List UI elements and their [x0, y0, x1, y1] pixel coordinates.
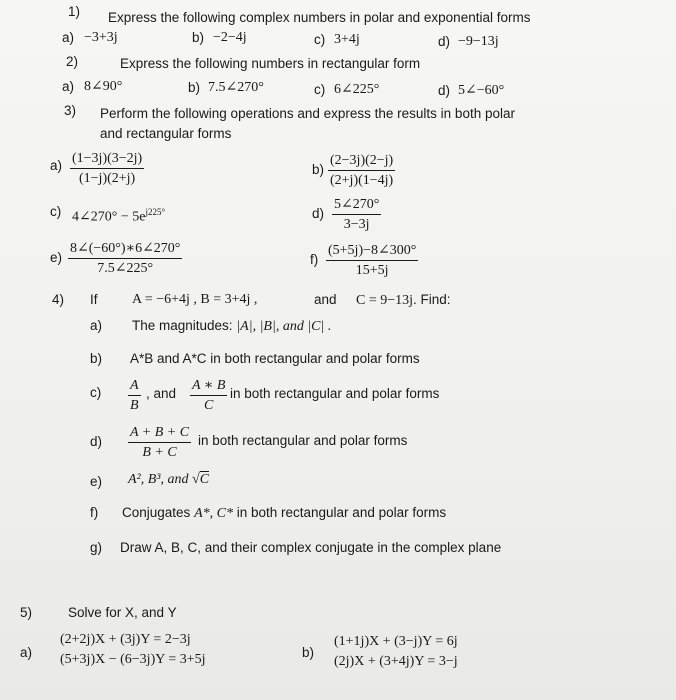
q2-item-a-label: a): [62, 79, 75, 94]
q2-item-c-label: c): [314, 82, 326, 97]
q3-f-label: f): [310, 252, 319, 267]
q4-given-c-line: [356, 292, 451, 309]
q3-e-label: e): [50, 250, 63, 265]
q2-number: 2): [66, 54, 79, 69]
q4-if-word: If: [90, 292, 98, 307]
q3-instruction-line1: Perform the following operations and express the results in both polar: [100, 106, 515, 121]
q2-item-d-label: d): [438, 83, 451, 98]
q3-c-expression: [72, 204, 165, 226]
q4-b-label: b): [90, 351, 103, 366]
q4-b-text: A*B and A*C in both rectangular and polar forms: [130, 351, 420, 366]
q4-c-fraction-1: [128, 377, 141, 414]
q4-given-c: C = 9−13j: [356, 293, 414, 308]
q4-c-suffix: in both rectangular and polar forms: [230, 386, 440, 401]
q4-f-text: Conjugates: [122, 505, 191, 520]
q4-e-math-pre: A², B³, and: [128, 472, 189, 487]
q1-item-c-expr: 3+4j: [334, 32, 360, 47]
q1-item-b-label: b): [192, 30, 205, 45]
q4-d-fraction: [128, 424, 191, 461]
q2-item-a-expr: 8∠90°: [84, 79, 123, 94]
q3-e-numerator: 8∠(−60°)∗6∠270°: [68, 240, 182, 259]
q4-f-suffix: in both rectangular and polar forms: [236, 505, 447, 520]
q3-c-exponent: j225°: [145, 207, 166, 217]
q2-item-c-expr: 6∠225°: [334, 82, 380, 97]
q1-item-b-expr: −2−4j: [213, 30, 247, 45]
q3-c-label: c): [50, 204, 62, 219]
q3-c-expr: 4∠270° − 5e: [72, 209, 146, 225]
q3-d-fraction: [332, 196, 381, 233]
q5-b-eq2: (2j)X + (3+4j)Y = 3−j: [334, 654, 458, 669]
q4-d-suffix: in both rectangular and polar forms: [198, 433, 408, 448]
q5-instruction: Solve for X, and Y: [68, 605, 177, 620]
q4-f-label: f): [90, 505, 99, 520]
q4-d-denominator: B + C: [142, 445, 177, 460]
q1-item-a-expr: −3+3j: [84, 30, 118, 45]
q4-c-frac1-num: A: [128, 377, 141, 396]
q4-e-label: e): [90, 474, 103, 489]
q3-instruction-line2: and rectangular forms: [100, 126, 232, 141]
q4-c-frac2-den: C: [204, 398, 214, 413]
q3-number: 3): [64, 103, 77, 118]
q5-a-eq1: (2+2j)X + (3j)Y = 2−3j: [60, 632, 191, 647]
q5-b-label: b): [302, 645, 315, 660]
q3-d-denominator: 3−3j: [343, 217, 370, 232]
q5-number: 5): [20, 605, 33, 620]
q3-a-label: a): [50, 158, 63, 173]
q3-f-denominator: 15+5j: [355, 263, 389, 278]
q5-b-equations: [334, 632, 458, 672]
q4-a-line: [132, 318, 331, 335]
q3-b-denominator: (2+j)(1−4j): [330, 173, 394, 188]
q3-a-fraction: [70, 150, 144, 187]
q3-f-numerator: (5+5j)−8∠300°: [326, 242, 418, 261]
q4-f-math: A*, C*: [194, 506, 233, 521]
q4-and-word: and: [314, 292, 337, 307]
q4-c-frac2-num: A ∗ B: [190, 377, 227, 396]
q2-item-b-expr: 7.5∠270°: [208, 80, 264, 95]
q4-e-sqrt-arg: C: [199, 472, 210, 487]
q4-g-label: g): [90, 540, 103, 555]
q4-given-ab: A = −6+4j , B = 3+4j ,: [132, 292, 258, 307]
q4-d-numerator: A + B + C: [128, 424, 191, 443]
q1-item-c-label: c): [314, 32, 326, 47]
q3-e-denominator: 7.5∠225°: [97, 261, 154, 276]
q2-item-b-label: b): [188, 80, 201, 95]
q4-c-label: c): [90, 385, 102, 400]
q4-find: . Find:: [413, 292, 451, 307]
q1-item-d-label: d): [438, 34, 451, 49]
sqrt-icon: √: [192, 472, 200, 487]
q4-number: 4): [52, 292, 65, 307]
q1-number: 1): [68, 4, 81, 19]
q5-a-label: a): [20, 645, 33, 660]
q3-b-label: b): [312, 162, 325, 177]
q5-a-eq2: (5+3j)X − (6−3j)Y = 3+5j: [60, 652, 206, 667]
q3-a-numerator: (1−3j)(3−2j): [70, 150, 144, 169]
q5-b-eq1: (1+1j)X + (3−j)Y = 6j: [334, 634, 458, 649]
q1-item-d-expr: −9−13j: [458, 34, 499, 49]
q5-a-equations: [60, 630, 206, 670]
q4-a-text: The magnitudes:: [132, 318, 233, 333]
q4-d-label: d): [90, 434, 103, 449]
q4-g-text: Draw A, B, C, and their complex conjugate in the complex plane: [120, 540, 502, 555]
q4-c-and: , and: [146, 386, 177, 401]
q2-item-d-expr: 5∠−60°: [458, 83, 505, 98]
q4-c-frac1-den: B: [130, 398, 139, 413]
q4-a-math: |A|, |B|, and |C| .: [236, 319, 332, 334]
q3-d-label: d): [312, 206, 325, 221]
q1-instruction: Express the following complex numbers in polar and exponential forms: [108, 10, 531, 25]
q3-a-denominator: (1−j)(2+j): [79, 171, 136, 186]
q3-b-fraction: [328, 152, 395, 189]
q4-a-label: a): [90, 318, 103, 333]
q4-e-math: [128, 472, 209, 488]
q3-f-fraction: [326, 242, 418, 279]
q2-instruction: Express the following numbers in rectangular form: [120, 56, 421, 71]
q3-b-numerator: (2−3j)(2−j): [328, 152, 395, 171]
q1-item-a-label: a): [62, 30, 75, 45]
q3-d-numerator: 5∠270°: [332, 196, 381, 215]
q4-f-line: [122, 505, 446, 522]
q4-c-fraction-2: [190, 377, 227, 414]
q3-e-fraction: [68, 240, 182, 277]
